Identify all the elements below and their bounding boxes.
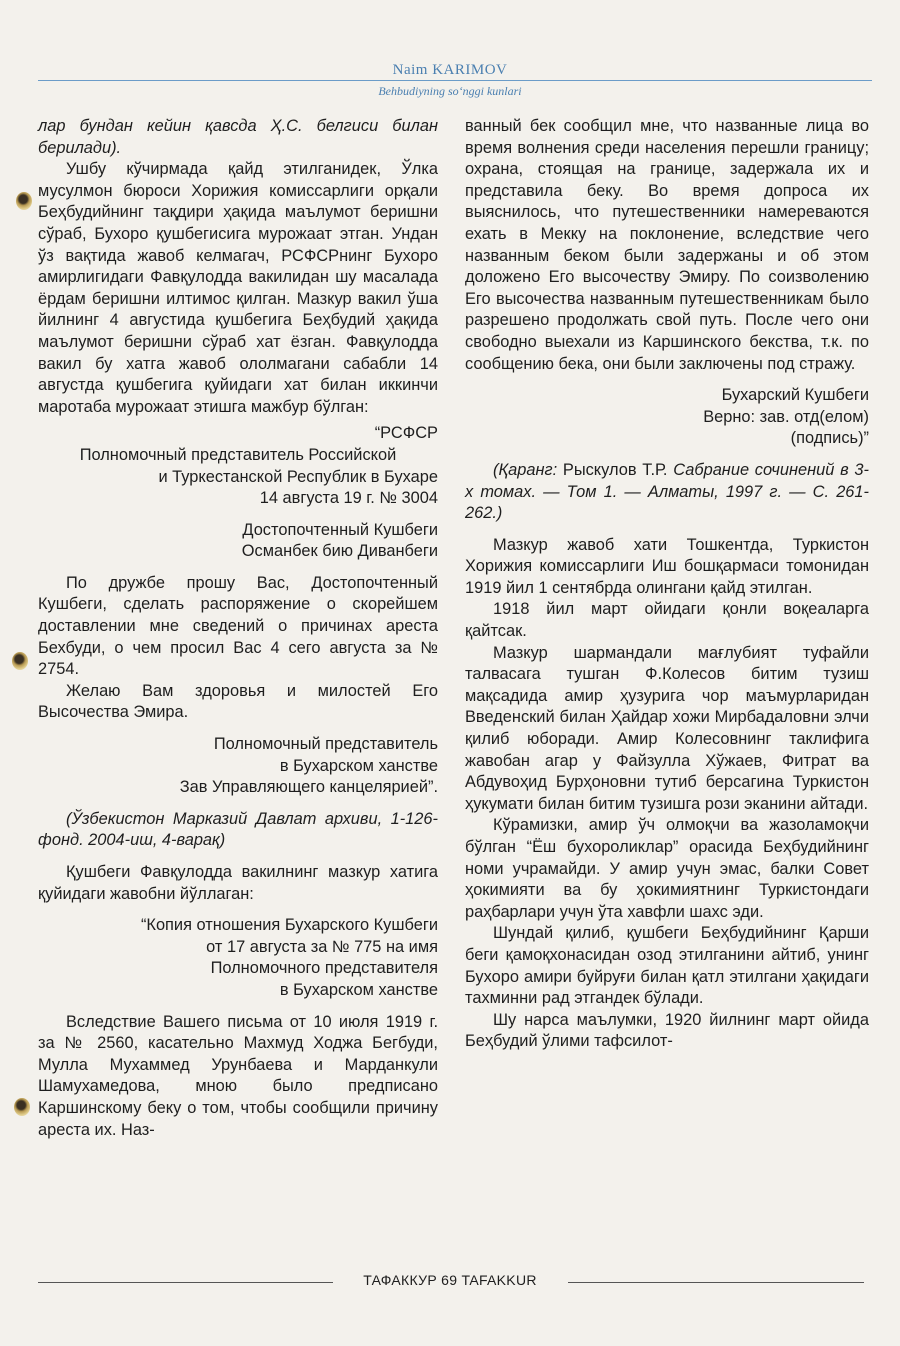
- paragraph: Кўрамизки, амир ўч олмоқчи ва жазоламоқчи бўлган “Ёш бухороликлар” орасида Беҳбудийнинг номи учрамайди. У амир учун эмас, балки Совет ҳокимияти ва бу ҳокимиятнинг Туркистондаги раҳбарлари учун ўта хавфли шахс эди.: [465, 816, 869, 921]
- archive-reference: (Ўзбекистон Марказий Давлат архиви, 1-126-фонд. 2004-иш, 4-варақ): [38, 809, 438, 850]
- paragraph: Мазкур шармандали мағлубият туфайли талвасага тушган Ф.Колесов битим тузиш мақсадида амир ҳузурига чор маъмурларидан Введенский билан Ҳайдар хожи Мирбадаловни элчи қилиб юборади. Амир Колесовнинг таклифига жавобан агар у Файзулла Хўжаев, Фитрат ва Абдувоҳид Бурҳоновни тутиб берсагина Туркистон ҳукумати билан битим тузишга рози эканини айтади.: [465, 643, 869, 813]
- paragraph: Мазкур жавоб хати Тошкентда, Туркистон Хорижия комиссарлиги Иш бошқармаси томонидан 1919 йил 1 сентябрда олингани қайд этилган.: [465, 535, 869, 597]
- paragraph: Шу нарса маълумки, 1920 йилнинг март ойида Беҳбудий ўлими тафсилот-: [465, 1010, 869, 1051]
- letter-heading: и Туркестанской Республик в Бухаре: [158, 467, 438, 486]
- right-column: [465, 116, 869, 1053]
- letter-heading: Полномочный представитель Российской: [79, 445, 397, 464]
- letter-heading: от 17 августа за № 775 на имя: [206, 937, 438, 956]
- page-footer: ТАФАККУР 69 TAFAKKUR: [363, 1272, 537, 1288]
- header-rule: [38, 80, 872, 81]
- binder-hole-top: [16, 192, 32, 210]
- paragraph: Вследствие Вашего письма от 10 июля 1919 г. за № 2560, касательно Махмуд Ходжа Бегбуди, Мулла Мухаммед Урунбаева и Марданкули Шамухамедова, мною было предписано Каршинскому беку о том, чтобы сообщили причину ареста их. Наз-: [38, 1012, 438, 1139]
- letter-addressee: Достопочтенный Кушбеги: [242, 520, 438, 539]
- letter-heading: в Бухарском ханстве: [279, 980, 438, 999]
- letter-heading: Полномочного представителя: [210, 959, 438, 978]
- book-reference: [465, 460, 869, 525]
- paragraph: Шундай қилиб, қушбеги Беҳбудийнинг Қарши беги қамоқхонасидан озод этилганини айтиб, унинг Бухоро амири буйруғи билан қатл этилгани ҳақидаги тахминни рад этгандек бўлади.: [465, 924, 869, 1008]
- letter-addressee: Османбек бию Диванбеги: [241, 542, 438, 561]
- letter-signature: Полномочный представитель: [213, 735, 438, 754]
- paragraph: Ушбу кўчирмада қайд этилганидек, Ўлка мусулмон бюроси Хорижия комиссарлиги орқали Беҳбудийнинг тақдири ҳақида маълумот беришни сўраб, Бухоро қушбегисига мурожаат этган. Ундан ўз вақтида жавоб келмагач, РСФСРнинг Бухоро амирлигидаги Фавқулодда вакилидан шу масалада ёрдам беришни илтимос қилган. Мазкур вакил ўша йилнинг 4 августида қушбегига Беҳбудий ҳақида маълумот беришни сўраб хат ёзган. Фавқулодда вакил бу хатга жавоб ололмагани сабабли 14 августда қушбегига қуйидаги хат билан иккинчи маротаба мурожаат этишга мажбур бўлган:: [38, 160, 438, 416]
- letter-signature: Бухарский Кушбеги: [721, 386, 869, 405]
- paragraph: Желаю Вам здоровья и милостей Его Высочества Эмира.: [38, 681, 438, 722]
- letter-signature: Зав Управляющего канцелярией”.: [179, 778, 438, 797]
- letter-signature: в Бухарском ханстве: [279, 756, 438, 775]
- letter-heading: “РСФСР: [374, 424, 438, 443]
- letter-heading: “Копия отношения Бухарского Кушбеги: [140, 916, 438, 935]
- header-subtitle: Behbudiyning so‘nggi kunlari: [378, 84, 522, 98]
- paragraph: Қушбеги Фавқулодда вакилнинг мазкур хатига қуйидаги жавобни йўллаган:: [38, 863, 438, 903]
- letter-heading: 14 августа 19 г. № 3004: [259, 489, 438, 508]
- letter-signature: (подпись)”: [790, 429, 869, 448]
- paragraph: По дружбе прошу Вас, Достопочтенный Кушбеги, сделать распоряжение о скорейшем доставлении мне сведений о причинах ареста Бехбуди, о чем просил Вас 4 сего августа за № 2754.: [38, 573, 438, 679]
- left-column: [38, 116, 438, 1141]
- reference-prefix: (Қаранг:: [493, 460, 558, 479]
- letter-signature: Верно: зав. отд(елом): [703, 407, 869, 426]
- paragraph: 1918 йил март ойидаги қонли воқеаларга қайтсак.: [465, 600, 869, 641]
- binder-hole-bottom: [14, 1098, 30, 1116]
- reference-title: Сабрание сочинений в 3-х томах. — Том 1. — Алматы, 1997 г. — С. 261-262.): [465, 460, 870, 523]
- paragraph: лар бундан кейин қавсда Ҳ.С. белгиси билан берилади).: [38, 117, 438, 157]
- paragraph: ванный бек сообщил мне, что названные лица во время волнения среди населения перешли границу; охрана, стоящая на границе, задержала их и представила беку. Во время допроса их выяснилось, что путешественники намереваются ехать в Мекку на поклонение, вследствие чего названным беком были задержаны и об этом доложено Его высочеству Эмиру. По соизволению Его высочества названным путешественникам было разрешено продолжать свой путь. После чего они свободно выехали из Каршинского бекства, т.к. по сообщению бека, они были заключены под стражу.: [465, 117, 869, 373]
- reference-author: Рыскулов Т.Р.: [562, 460, 668, 479]
- binder-hole-middle: [12, 652, 28, 670]
- header-author: Naim KARIMOV: [392, 62, 508, 78]
